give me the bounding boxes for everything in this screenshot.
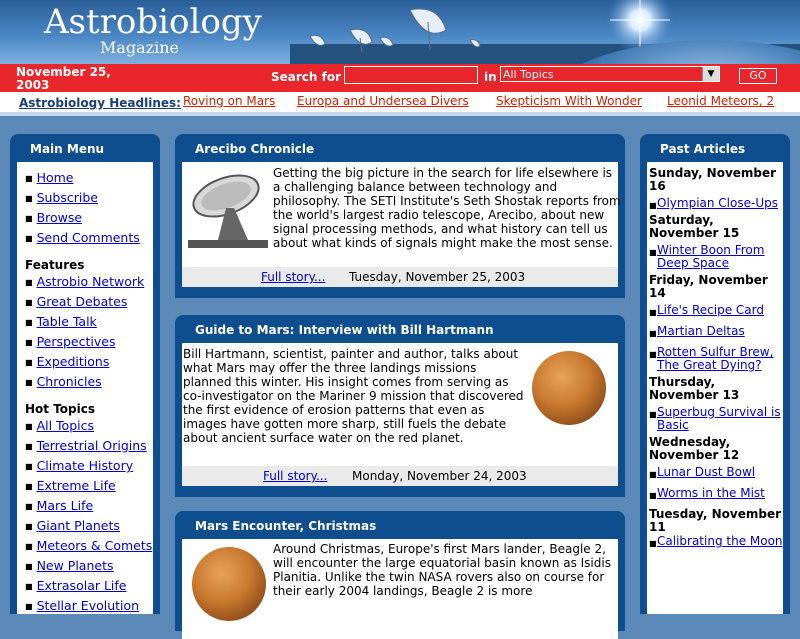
feature-item[interactable]: ■ Great Debates	[25, 294, 128, 309]
mars-image[interactable]	[532, 351, 606, 425]
past-article-link[interactable]: ■ Worms in the Mist	[649, 486, 765, 500]
hot-topic-item[interactable]: ■ Mars Life	[25, 498, 94, 513]
past-article-link[interactable]: ■ Lunar Dust Bowl	[649, 465, 756, 479]
hot-topic-item[interactable]: ■ Meteors & Comets	[25, 538, 153, 553]
article-card	[175, 511, 625, 631]
article-title[interactable]: Arecibo Chronicle	[195, 142, 315, 156]
hot-topic-item[interactable]: ■ All Topics	[25, 418, 94, 433]
divider	[0, 112, 800, 116]
menu-item-subscribe[interactable]: ■ Subscribe	[25, 190, 98, 205]
full-story-link[interactable]: Full story...	[261, 270, 326, 284]
hot-topic-item[interactable]: ■ Climate History	[25, 458, 134, 473]
past-article-link[interactable]: ■ Life's Recipe Card	[649, 303, 764, 317]
article-summary: Bill Hartmann, scientist, painter and author, talks about what Mars may offer the three landings missions planned this winter. His insight comes from serving as co-investigator on the Mariner 9 mission that discovered the first evidence of erosion patterns that even as images have gotten more sharp, still fuels the debate about ancient surface water on the red planet.	[183, 347, 524, 445]
past-article-link[interactable]: ■ Calibrating the Moon	[649, 534, 783, 548]
article-card	[175, 134, 625, 298]
menu-item-send-comments[interactable]: ■ Send Comments	[25, 230, 140, 245]
headline-link[interactable]: Europa and Undersea Divers	[297, 94, 469, 108]
feature-item[interactable]: ■ Perspectives	[25, 334, 116, 349]
full-story-link[interactable]: Full story...	[263, 469, 328, 483]
features-heading: Features	[25, 258, 85, 272]
past-articles-body	[647, 162, 783, 614]
main-menu-title: Main Menu	[30, 142, 105, 156]
past-articles-list	[647, 162, 783, 548]
topic-select-value: All Topics	[503, 68, 554, 81]
banner-telescope-art	[290, 0, 800, 64]
past-article-link[interactable]: ■ Winter Boon From Deep Space	[649, 243, 765, 270]
site-logo-subtitle[interactable]: Magazine	[100, 38, 180, 57]
past-day-heading: Tuesday, November 11	[649, 507, 782, 534]
article-body	[182, 162, 621, 287]
current-date: November 25, 2003	[16, 65, 111, 92]
feature-item[interactable]: ■ Astrobio Network	[25, 274, 145, 289]
headlines-strip	[0, 92, 800, 112]
chevron-down-icon[interactable]: ▼	[702, 67, 719, 81]
feature-item[interactable]: ■ Expeditions	[25, 354, 110, 369]
site-logo-title[interactable]: Astrobiology	[44, 2, 262, 42]
article-card	[175, 315, 625, 497]
past-day-heading: Saturday, November 15	[649, 213, 740, 240]
past-articles-title: Past Articles	[660, 142, 746, 156]
main-menu-body	[17, 162, 153, 614]
hot-topic-item[interactable]: ■ Stellar Evolution	[25, 598, 140, 613]
site-banner	[0, 0, 800, 64]
feature-item[interactable]: ■ Table Talk	[25, 314, 97, 329]
main-menu-list	[17, 162, 153, 248]
past-day-heading: Thursday, November 13	[649, 375, 740, 402]
hot-topic-item[interactable]: ■ Extreme Life	[25, 478, 116, 493]
headlines-label[interactable]: Astrobiology Headlines:	[19, 96, 181, 110]
past-day-heading: Friday, November 14	[649, 273, 768, 300]
article-summary: Around Christmas, Europe's first Mars lander, Beagle 2, will encounter the large equatorial basin known as Isidis Planitia. Unlike the twin NASA rovers also on course for their early 2004 landings, Beagle 2 is more	[273, 542, 611, 598]
past-articles-panel	[640, 134, 790, 614]
search-label: Search for	[271, 70, 342, 84]
top-bar	[0, 64, 800, 92]
menu-item-home[interactable]: ■ Home	[25, 170, 74, 185]
hot-topics-heading: Hot Topics	[25, 402, 95, 416]
headline-link[interactable]: Roving on Mars	[183, 94, 276, 108]
article-title[interactable]: Guide to Mars: Interview with Bill Hartmann	[195, 323, 494, 337]
hot-topic-item[interactable]: ■ Terrestrial Origins	[25, 438, 147, 453]
topic-select[interactable]	[500, 66, 720, 82]
past-day-heading: Wednesday, November 12	[649, 435, 740, 462]
mars-image[interactable]	[192, 547, 266, 621]
hot-topics-list	[17, 416, 153, 616]
article-footer	[182, 466, 618, 486]
article-title[interactable]: Mars Encounter, Christmas	[195, 519, 377, 533]
search-input[interactable]	[344, 66, 478, 84]
article-body	[182, 539, 618, 639]
article-summary: Getting the big picture in the search for life elsewhere is a challenging balance between technology and philosophy. The SETI Institute's Seth Shostak reports from the world's largest radio telescope, Arecibo, about new signal processing methods, and what history can tell us about what kinds of signals might make the most sense.	[273, 166, 621, 250]
article-body	[182, 343, 618, 486]
hot-topic-item[interactable]: ■ New Planets	[25, 558, 114, 573]
menu-item-browse[interactable]: ■ Browse	[25, 210, 83, 225]
main-menu-panel	[10, 134, 160, 614]
past-article-link[interactable]: ■ Rotten Sulfur Brew, The Great Dying?	[649, 345, 774, 372]
in-label: in	[484, 70, 497, 84]
feature-item[interactable]: ■ Chronicles	[25, 374, 102, 389]
article-footer	[182, 267, 618, 287]
hot-topic-item[interactable]: ■ Extrasolar Life	[25, 578, 127, 593]
features-list	[17, 272, 153, 392]
past-day-heading: Sunday, November 16	[649, 166, 777, 193]
headline-link[interactable]: Leonid Meteors, 2	[667, 94, 775, 108]
past-article-link[interactable]: ■ Superbug Survival is Basic	[649, 405, 781, 432]
go-button[interactable]: GO	[739, 68, 777, 84]
past-article-link[interactable]: ■ Olympian Close-Ups	[649, 196, 778, 210]
article-date: Tuesday, November 25, 2003	[349, 270, 526, 284]
headline-link[interactable]: Skepticism With Wonder	[496, 94, 642, 108]
hot-topic-item[interactable]: ■ Giant Planets	[25, 518, 120, 533]
article-date: Monday, November 24, 2003	[352, 469, 527, 483]
radio-telescope-image[interactable]	[188, 168, 268, 248]
past-article-link[interactable]: ■ Martian Deltas	[649, 324, 745, 338]
